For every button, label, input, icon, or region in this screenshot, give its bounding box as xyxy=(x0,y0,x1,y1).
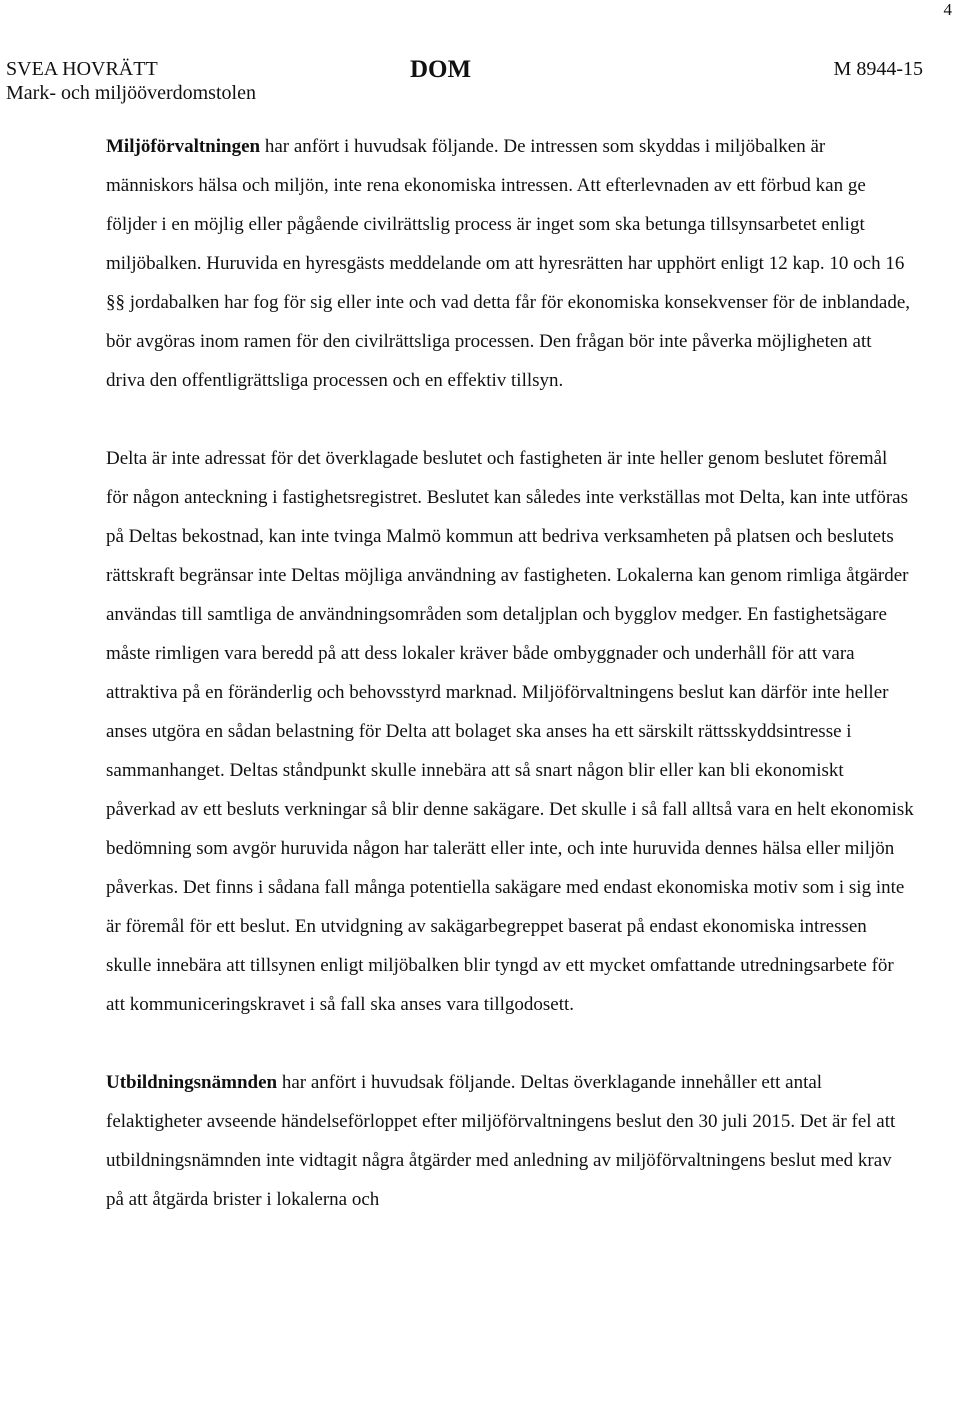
court-department: Mark- och miljööverdomstolen xyxy=(6,82,256,104)
party-name: Utbildningsnämnden xyxy=(106,1072,278,1093)
paragraph-text: har anfört i huvudsak följande. Deltas överklagande innehåller ett antal felaktigheter avseende händelseförloppet efter miljöförvaltningens beslut den 30 juli 2015. Det är fel att utbildningsnämnden inte vidtagit några åtgärder med anledning av miljöförvaltningens beslut med krav på att åtgärda brister i lokalerna och xyxy=(106,1072,896,1210)
court-name: SVEA HOVRÄTT xyxy=(6,58,158,80)
case-number: M 8944-15 xyxy=(833,58,923,80)
paragraph-miljoforvaltningen xyxy=(106,127,914,400)
document-body xyxy=(106,127,914,1258)
paragraph-utbildningsnamnden xyxy=(106,1063,914,1219)
document-type: DOM xyxy=(410,56,472,83)
paragraph-text: har anfört i huvudsak följande. De intressen som skyddas i miljöbalken är människors hälsa och miljön, inte rena ekonomiska intressen. Att efterlevnaden av ett förbud kan ge följder i en möjlig eller pågående civilrättslig process är inget som ska betunga tillsynsarbetet enligt miljöbalken. Huruvida en hyresgästs meddelande om att hyresrätten har upphört enligt 12 kap. 10 och 16 §§ jordabalken har fog för sig eller inte och vad detta får för ekonomiska konsekvenser för de inblandade, bör avgöras inom ramen för den civilrättsliga processen. Den frågan bör inte påverka möjligheten att driva den offentligrättsliga processen och en effektiv tillsyn. xyxy=(106,136,911,391)
paragraph-delta xyxy=(106,439,914,1024)
party-name: Miljöförvaltningen xyxy=(106,136,261,157)
page-number: 4 xyxy=(943,0,952,19)
paragraph-text: Delta är inte adressat för det överklagade beslutet och fastigheten är inte heller genom beslutet föremål för någon anteckning i fastighetsregistret. Beslutet kan således inte verkställas mot Delta, kan inte utföras på Deltas bekostnad, kan inte tvinga Malmö kommun att bedriva verksamheten på platsen och beslutets rättskraft begränsar inte Deltas möjliga användning av fastigheten. Lokalerna kan genom rimliga åtgärder användas till samtliga de användningsområden som detaljplan och bygglov medger. En fastighetsägare måste rimligen vara beredd på att dess lokaler kräver både ombyggnader och underhåll för att vara attraktiva på en föränderlig och behovsstyrd marknad. Miljöförvaltningens beslut kan därför inte heller anses utgöra en sådan belastning för Delta att bolaget ska anses ha ett särskilt rättsskyddsintresse i sammanhanget. Deltas ståndpunkt skulle innebära att så snart någon blir eller kan bli ekonomiskt påverkad av ett besluts verkningar så blir denne sakägare. Det skulle i så fall alltså vara en helt ekonomisk bedömning som avgör huruvida någon har talerätt eller inte, och inte huruvida dennes hälsa eller miljön påverkas. Det finns i sådana fall många potentiella sakägare med endast ekonomiska motiv som i sig inte är föremål för ett beslut. En utvidgning av sakägarbegreppet baserat på endast ekonomiska intressen skulle innebära att tillsynen enligt miljöbalken blir tyngd av ett mycket omfattande utredningsarbete för att kommuniceringskravet i så fall ska anses vara tillgodosett. xyxy=(106,448,914,1015)
